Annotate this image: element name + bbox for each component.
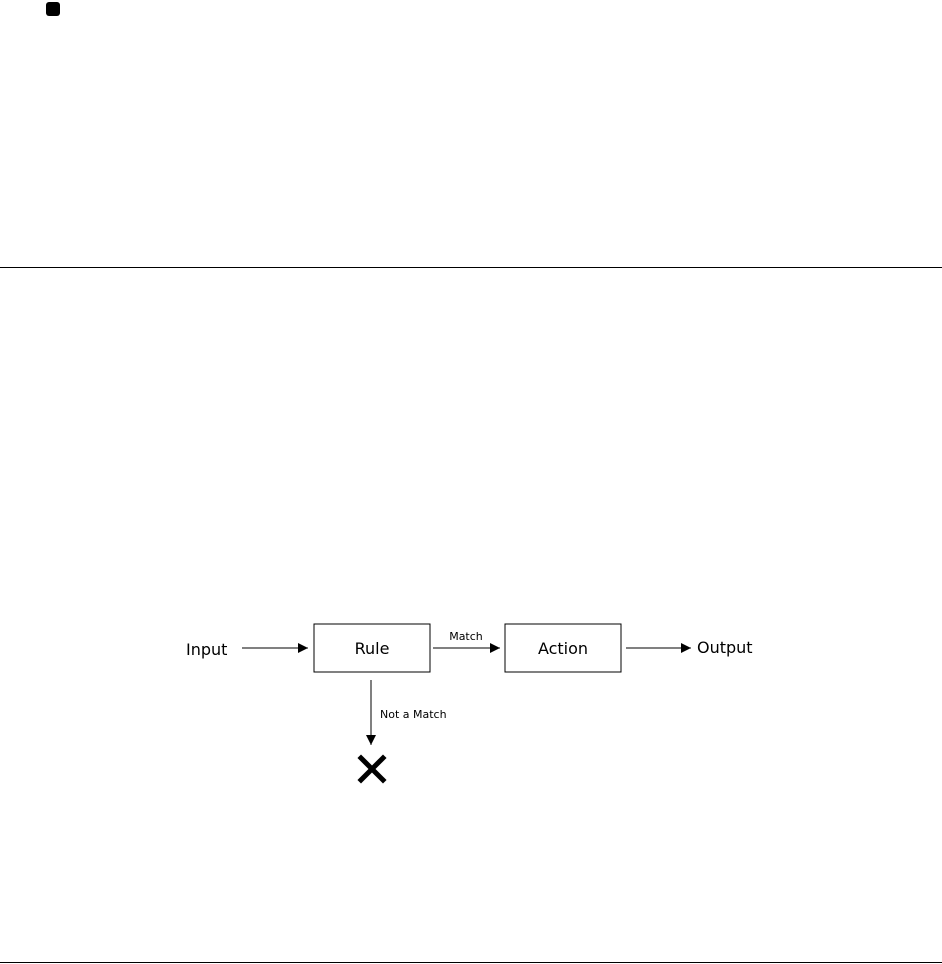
output-label: Output	[697, 638, 753, 657]
not-match-label: Not a Match	[380, 708, 447, 721]
x-mark-icon	[361, 758, 383, 780]
input-label: Input	[186, 640, 228, 659]
match-label: Match	[449, 630, 483, 643]
action-label: Action	[537, 639, 589, 658]
rule-label: Rule	[354, 639, 390, 658]
